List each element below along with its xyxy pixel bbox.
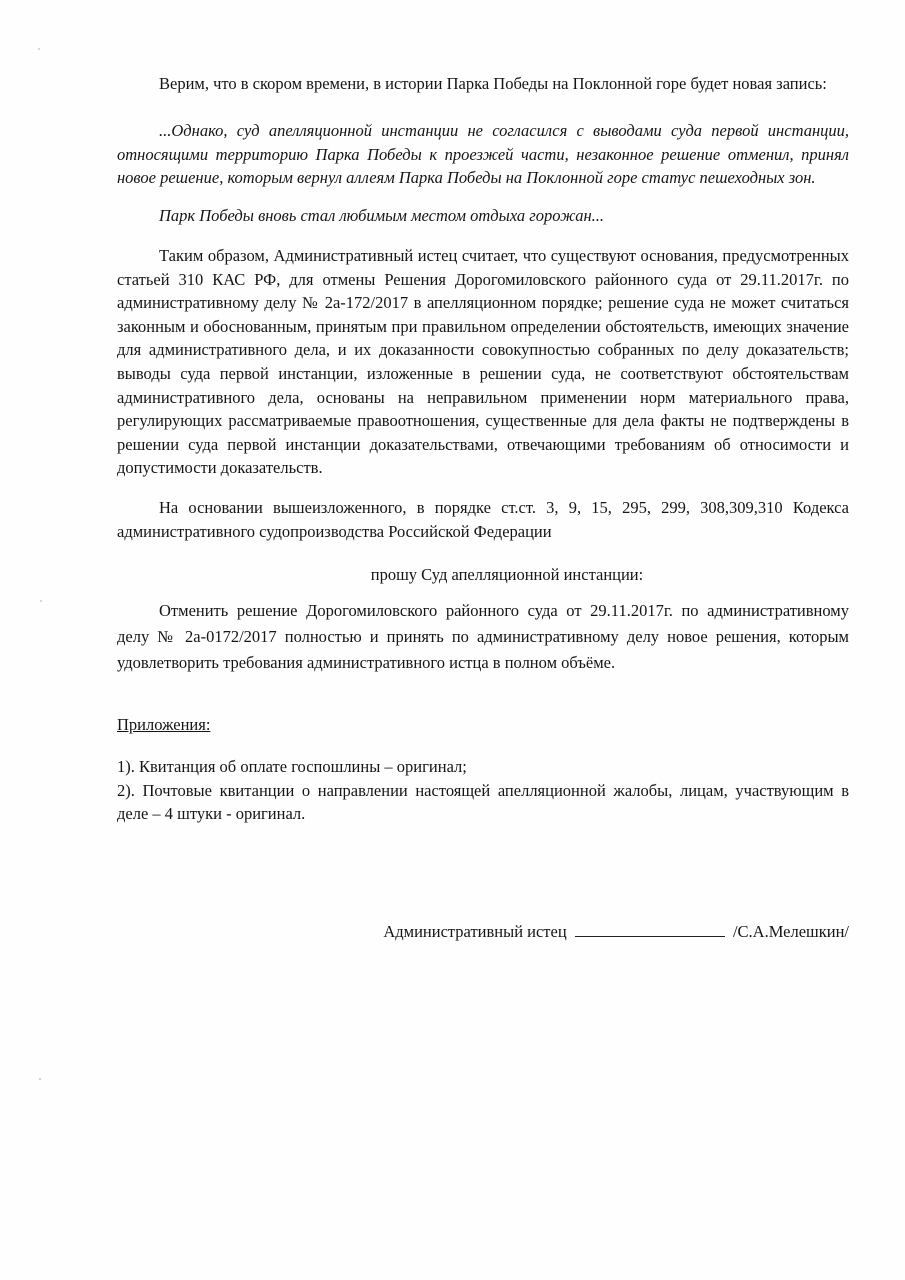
attachment-item: 1). Квитанция об оплате госпошлины – оригинал; — [117, 757, 467, 776]
signature-block — [383, 920, 849, 944]
signature-role: Административный истец — [383, 922, 567, 941]
quote-intro: Верим, что в скором времени, в истории Парка Победы на Поклонной горе будет новая запись: — [159, 74, 827, 93]
scan-speck — [40, 600, 42, 602]
attachments-heading-text: Приложения: — [117, 715, 211, 734]
signature-name: /С.А.Мелешкин/ — [732, 922, 849, 941]
request-paragraph: Отменить решение Дорогомиловского районного суда от 29.11.2017г. по административному делу № 2а-0172/2017 полностью и принять по административному делу новое решения, которым удовлетворить требования административного истца в полном объёме. — [117, 601, 849, 672]
attachments-list — [117, 755, 849, 826]
request-heading: прошу Суд апелляционной инстанции: — [370, 565, 644, 584]
attachments-heading — [117, 713, 849, 737]
conclusion-paragraph: Таким образом, Административный истец считает, что существуют основания, предусмотренных статьей 310 КАС РФ, для отмены Решения Дорогомиловского районного суда от 29.11.2017г. по административному делу № 2а-172/2017 в апелляционном порядке; решение суда не может считаться законным и обоснованным, принятым при правильном определении обстоятельств, имеющих значение для административного дела, и их доказанности совокупностью собранных по делу доказательств; выводы суда первой инстанции, изложенные в решении суда, не соответствуют обстоятельствам административного дела, основаны на неправильном применении норм материального права, регулирующих рассматриваемые правоотношения, существенные для дела факты не подтверждены в решении суда первой инстанции доказательствами, отвечающими требованиям об относимости и допустимости доказательств. — [117, 246, 849, 478]
quote-end: Парк Победы вновь стал любимым местом отдыха горожан... — [159, 206, 605, 225]
scan-speck — [38, 48, 40, 50]
basis-paragraph: На основании вышеизложенного, в порядке ст.ст. 3, 9, 15, 295, 299, 308,309,310 Кодекса административного судопроизводства Российской Федерации — [117, 498, 849, 541]
signature-line — [575, 922, 725, 937]
quote-body: ...Однако, суд апелляционной инстанции не согласился с выводами суда первой инстанции, относящими территорию Парка Победы к проезжей части, незаконное решение отменил, принял новое решение, которым вернул аллеям Парка Победы на Поклонной горе статус пешеходных зон. — [117, 121, 849, 188]
attachment-item: 2). Почтовые квитанции о направлении настоящей апелляционной жалобы, лицам, участвующим в деле – 4 штуки - оригинал. — [117, 780, 849, 824]
scan-speck — [39, 1078, 41, 1080]
